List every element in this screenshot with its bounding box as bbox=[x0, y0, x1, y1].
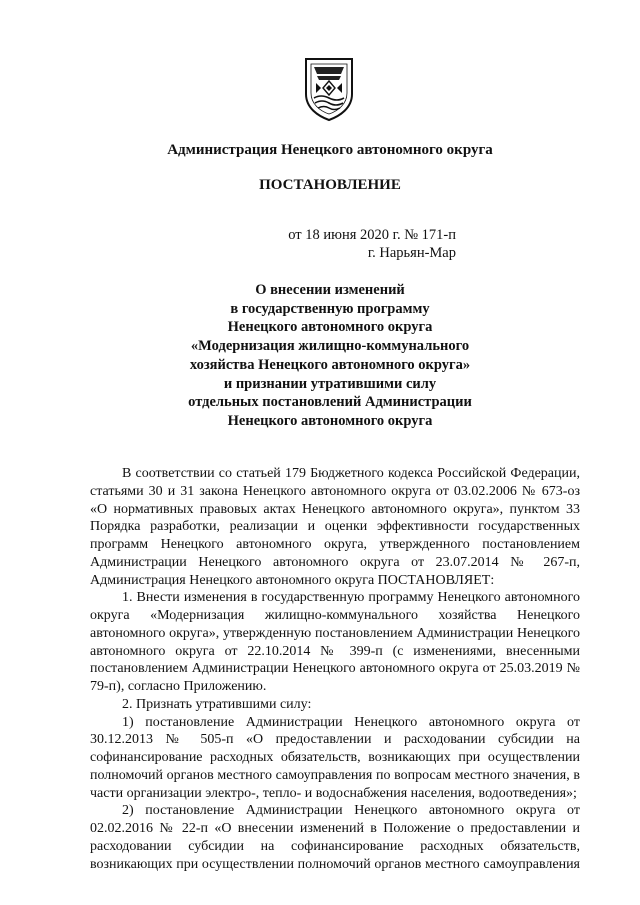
title-line: Ненецкого автономного округа bbox=[227, 319, 433, 336]
coat-of-arms-emblem bbox=[302, 56, 356, 122]
title-line: Ненецкого автономного округа bbox=[227, 412, 433, 429]
org-title: Администрация Ненецкого автономного округа bbox=[167, 142, 493, 158]
title-line: в государственную программу bbox=[230, 300, 430, 317]
item-2-2-paragraph: 2) постановление Администрации Ненецкого автономного округа от 02.02.2016 № 22-п «О внесении изменений в Положение о предоставлении и расходовании субсидии на софинансирование расходных обязательств, возникающих при осуществлении полномочий органов местного самоуправления bbox=[90, 803, 580, 872]
title-line: О внесении изменений bbox=[255, 282, 405, 298]
item-1-paragraph: 1. Внести изменения в государственную программу Ненецкого автономного округа «Модернизация жилищно-коммунального хозяйства Ненецкого автономного округа», утвержденную постановлением Администрации Ненецкого автономного округа от 22.10.2014 № 399-п (с изменениями, внесенными постановлением Администрации Ненецкого автономного округа от 25.03.2019 № 79-п), согласно Приложению. bbox=[90, 590, 580, 694]
title-line: «Модернизация жилищно-коммунального bbox=[190, 338, 470, 355]
title-line: отдельных постановлений Администрации bbox=[188, 394, 472, 411]
item-2-1-paragraph: 1) постановление Администрации Ненецкого автономного округа от 30.12.2013 № 505-п «О предоставлении и расходовании субсидии на софинансирование расходных обязательств, возникающих при осуществлении полномочий органов местного самоуправления по вопросам местного значения, в части организации электро-, тепло- и водоснабжения населения, водоотведения»; bbox=[90, 714, 580, 801]
preamble-paragraph: В соответствии со статьей 179 Бюджетного кодекса Российской Федерации, статьями 30 и 31 закона Ненецкого автономного округа от 03.02.2006 № 673-оз «О нормативных правовых актах Ненецкого автономного округа», пунктом 33 Порядка разработки, реализации и оценки эффективности государственных программ Ненецкого автономного округа, утвержденного постановлением Администрации Ненецкого автономного округа от 23.07.2014 № 267-п, Администрация Ненецкого автономного округа ПОСТАНОВЛЯЕТ: bbox=[90, 466, 580, 588]
title-line: и признании утратившими силу bbox=[223, 375, 437, 392]
document-type: ПОСТАНОВЛЕНИЕ bbox=[259, 177, 401, 193]
document-title bbox=[120, 281, 540, 431]
date-number-line: от 18 июня 2020 г. № 171-п bbox=[288, 227, 456, 243]
item-2-paragraph: 2. Признать утратившими силу: bbox=[122, 696, 312, 712]
document-body bbox=[90, 465, 580, 873]
place-line: г. Нарьян-Мар bbox=[367, 245, 456, 261]
title-line: хозяйства Ненецкого автономного округа» bbox=[189, 356, 471, 373]
